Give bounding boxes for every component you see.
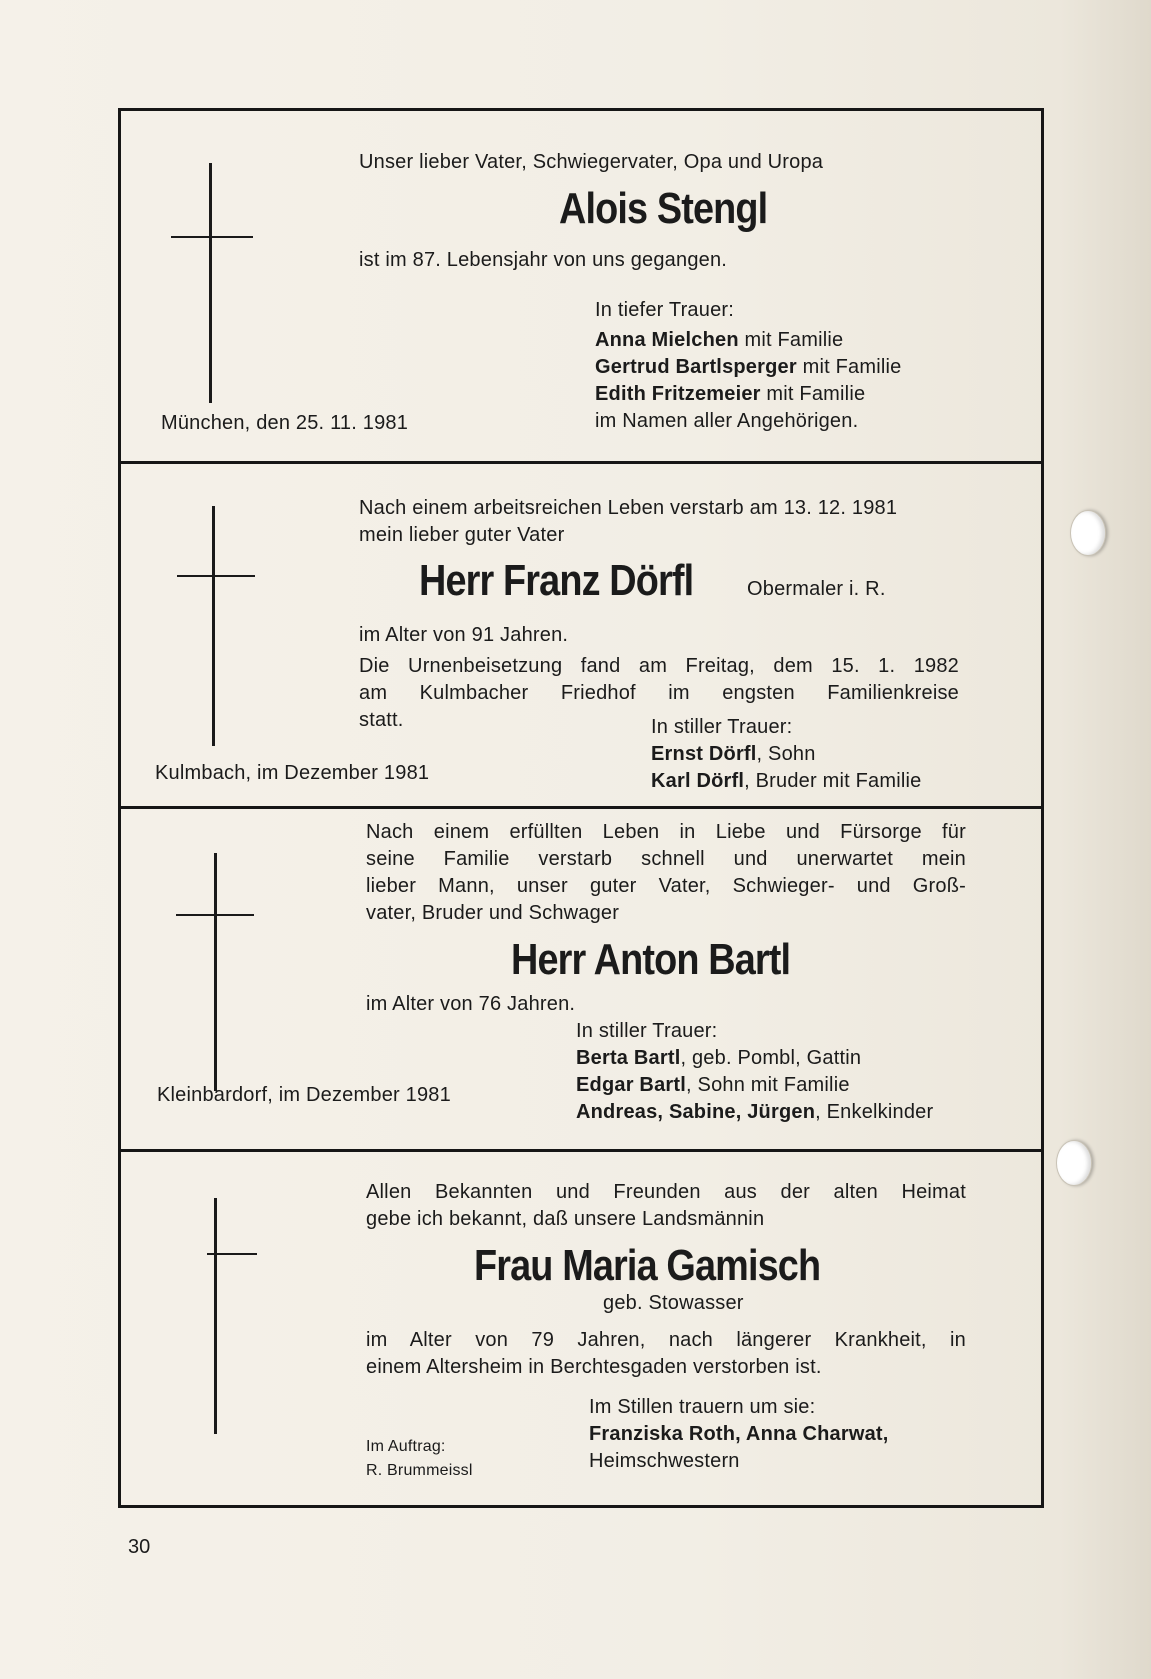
- burial-text: am Kulmbacher Friedhof im engsten Familienkreise: [359, 682, 959, 704]
- cross-icon: [209, 163, 212, 403]
- mourner-line: Gertrud Bartlsperger mit Familie: [595, 356, 902, 378]
- cross-icon: [214, 1198, 217, 1434]
- deceased-name: Frau Maria Gamisch: [474, 1241, 821, 1290]
- mourning-heading: Im Stillen trauern um sie:: [589, 1396, 816, 1418]
- notice-intro: Allen Bekannten und Freunden aus der alten Heimat: [366, 1181, 966, 1203]
- maiden-name: geb. Stowasser: [603, 1292, 744, 1314]
- cross-icon: [212, 506, 215, 746]
- deceased-title: Obermaler i. R.: [747, 578, 886, 600]
- on-behalf-name: R. Brummeissl: [366, 1462, 473, 1479]
- notice-intro: lieber Mann, unser guter Vater, Schwieger- und Groß-: [366, 875, 966, 897]
- notice-intro: Unser lieber Vater, Schwiegervater, Opa und Uropa: [359, 151, 824, 173]
- notice-intro: Nach einem erfüllten Leben in Liebe und Fürsorge für: [366, 821, 966, 843]
- notice-intro: gebe ich bekannt, daß unsere Landsmännin: [366, 1208, 765, 1230]
- burial-text: Die Urnenbeisetzung fand am Freitag, dem 15. 1. 1982: [359, 655, 959, 677]
- punch-hole: [1070, 510, 1106, 556]
- place-date: Kleinbardorf, im Dezember 1981: [157, 1084, 451, 1106]
- place-date: Kulmbach, im Dezember 1981: [155, 762, 430, 784]
- notice-intro: seine Familie verstarb schnell und unerwartet mein: [366, 848, 966, 870]
- mourner-line: Heimschwestern: [589, 1450, 740, 1472]
- mourner-line: Andreas, Sabine, Jürgen, Enkelkinder: [576, 1101, 934, 1123]
- notice-intro: vater, Bruder und Schwager: [366, 902, 620, 924]
- place-date: München, den 25. 11. 1981: [161, 412, 409, 434]
- deceased-name: Herr Anton Bartl: [511, 935, 791, 984]
- cross-icon: [214, 853, 217, 1091]
- cross-bar: [177, 575, 255, 577]
- mourning-heading: In stiller Trauer:: [576, 1020, 718, 1042]
- notice-bartl: [121, 806, 1041, 1149]
- cross-bar: [176, 914, 254, 916]
- page-number: 30: [128, 1536, 151, 1558]
- obituary-frame: [118, 108, 1044, 1508]
- mourner-line: Edith Fritzemeier mit Familie: [595, 383, 866, 405]
- notice-text: im Alter von 91 Jahren.: [359, 624, 569, 646]
- burial-text: statt.: [359, 709, 404, 731]
- mourner-line: Ernst Dörfl, Sohn: [651, 743, 816, 765]
- notice-text: einem Altersheim in Berchtesgaden verstorben ist.: [366, 1356, 822, 1378]
- mourner-line: im Namen aller Angehörigen.: [595, 410, 859, 432]
- cross-bar: [207, 1253, 257, 1255]
- deceased-name: Herr Franz Dörfl: [419, 556, 694, 605]
- notice-intro: mein lieber guter Vater: [359, 524, 565, 546]
- notice-text: ist im 87. Lebensjahr von uns gegangen.: [359, 249, 728, 271]
- notice-text: im Alter von 76 Jahren.: [366, 993, 576, 1015]
- mourner-line: Edgar Bartl, Sohn mit Familie: [576, 1074, 850, 1096]
- mourner-line: Anna Mielchen mit Familie: [595, 329, 844, 351]
- mourner-line: Franziska Roth, Anna Charwat,: [589, 1423, 889, 1445]
- notice-intro: Nach einem arbeitsreichen Leben verstarb am 13. 12. 1981: [359, 497, 898, 519]
- mourner-line: Karl Dörfl, Bruder mit Familie: [651, 770, 922, 792]
- deceased-name: Alois Stengl: [559, 184, 768, 233]
- notice-stengl: [121, 111, 1041, 461]
- mourning-heading: In tiefer Trauer:: [595, 299, 735, 321]
- punch-hole: [1056, 1140, 1092, 1186]
- notice-doerfl: [121, 461, 1041, 806]
- notice-text: im Alter von 79 Jahren, nach längerer Krankheit, in: [366, 1329, 966, 1351]
- cross-bar: [171, 236, 253, 238]
- notice-gamisch: [121, 1149, 1041, 1505]
- mourner-line: Berta Bartl, geb. Pombl, Gattin: [576, 1047, 862, 1069]
- on-behalf-label: Im Auftrag:: [366, 1438, 446, 1455]
- mourning-heading: In stiller Trauer:: [651, 716, 793, 738]
